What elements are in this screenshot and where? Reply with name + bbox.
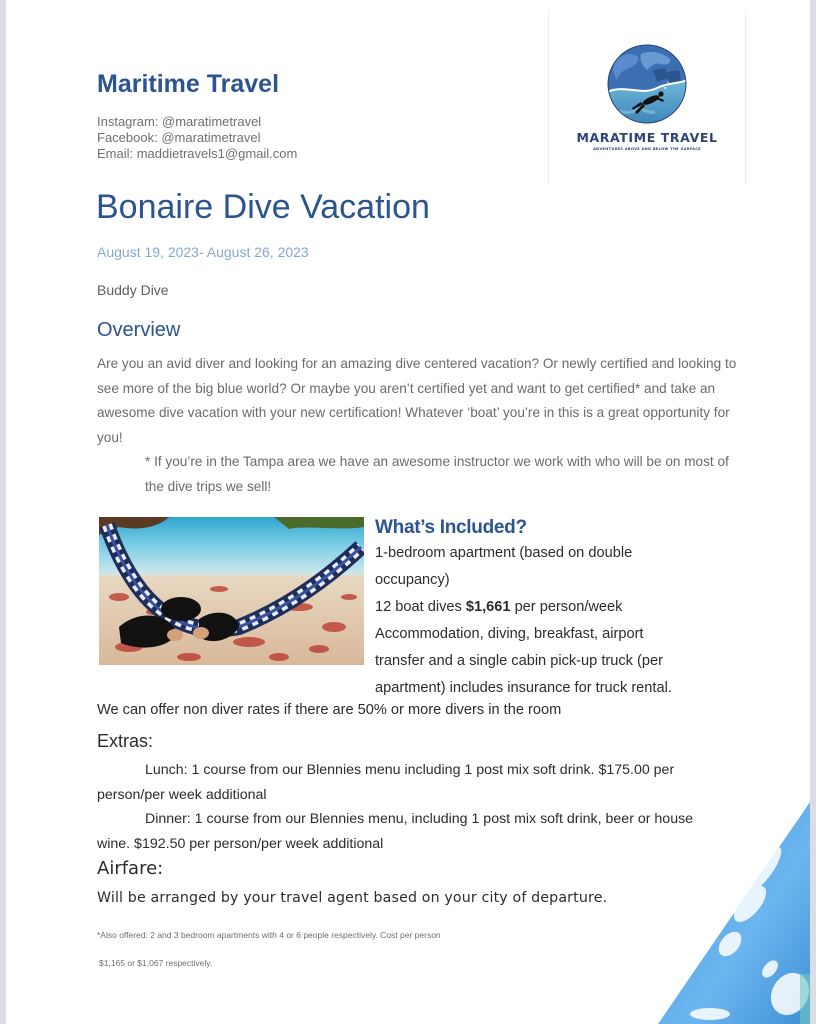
instructor-note: * If you’re in the Tampa area we have an awesome instructor we work with who will be on most of the dive trips we sell!	[145, 454, 729, 494]
dinner-option-cont: wine. $192.50 per person/per week additional	[97, 835, 384, 852]
airfare-heading: Airfare:	[97, 858, 164, 879]
whats-included-section	[375, 516, 735, 702]
logo-title: MARATIME TRAVEL	[576, 130, 718, 145]
dinner-option: Dinner: 1 course from our Blennies menu, including 1 post mix soft drink, beer or house	[145, 811, 694, 827]
globe-scuba-diver-icon	[607, 44, 687, 124]
price-prefix: 12 boat dives	[375, 599, 466, 615]
price-suffix: per person/week	[510, 599, 623, 615]
footnote-line-2: $1,165 or $1,067 respectively.	[99, 958, 213, 968]
document-page	[6, 0, 810, 1024]
overview-heading: Overview	[97, 319, 181, 341]
included-line: 1-bedroom apartment (based on double	[375, 545, 633, 561]
sky-decoration-image	[650, 794, 810, 1024]
lunch-option: Lunch: 1 course from our Blennies menu including 1 post mix soft drink. $175.00 per	[145, 762, 675, 778]
included-detail: transfer and a single cabin pick-up truck (per	[375, 653, 663, 669]
overview-text	[97, 352, 737, 499]
trip-dates: August 19, 2023- August 26, 2023	[97, 244, 309, 260]
price-value: $1,661	[465, 599, 511, 615]
included-detail: apartment) includes insurance for truck rental.	[375, 680, 672, 696]
whats-included-list	[375, 540, 735, 702]
footnote-line-1: *Also offered: 2 and 3 bedroom apartments with 4 or 6 people respectively. Cost per person	[97, 930, 441, 940]
trip-title: Bonaire Dive Vacation	[96, 188, 430, 226]
email-address: Email: maddietravels1@gmail.com	[97, 146, 298, 161]
hammock-beach-photo	[99, 517, 364, 665]
instagram-handle: Instagram: @maratimetravel	[97, 114, 262, 129]
lunch-option-cont: person/per week additional	[97, 786, 267, 803]
overview-paragraph: Are you an avid diver and looking for an amazing dive centered vacation? Or newly certified and looking to see more of the big blue world? Or maybe you aren’t certified yet and want to get certified* and take an awesome dive vacation with your new certification! Whatever ‘boat’ you’re in this is a great opportunity for you!	[97, 356, 737, 445]
page-edge-right	[810, 0, 816, 1024]
included-line: occupancy)	[375, 572, 450, 588]
non-diver-rates: We can offer non diver rates if there are 50% or more divers in the room	[97, 702, 562, 718]
contact-info	[97, 114, 297, 162]
extras-heading: Extras:	[97, 731, 154, 751]
included-detail: Accommodation, diving, breakfast, airport	[375, 626, 644, 642]
hammock-diver-image	[99, 517, 364, 665]
price-line	[375, 594, 735, 621]
company-name: Maritime Travel	[97, 70, 280, 98]
whats-included-heading: What’s Included?	[375, 517, 527, 538]
airfare-text: Will be arranged by your travel agent based on your city of departure.	[97, 890, 608, 906]
facebook-handle: Facebook: @maratimetravel	[97, 130, 261, 145]
extras-list	[97, 758, 737, 856]
resort-name: Buddy Dive	[97, 282, 169, 298]
company-logo	[548, 10, 746, 184]
logo-tagline: ADVENTURES ABOVE AND BELOW THE SURFACE	[593, 147, 701, 151]
